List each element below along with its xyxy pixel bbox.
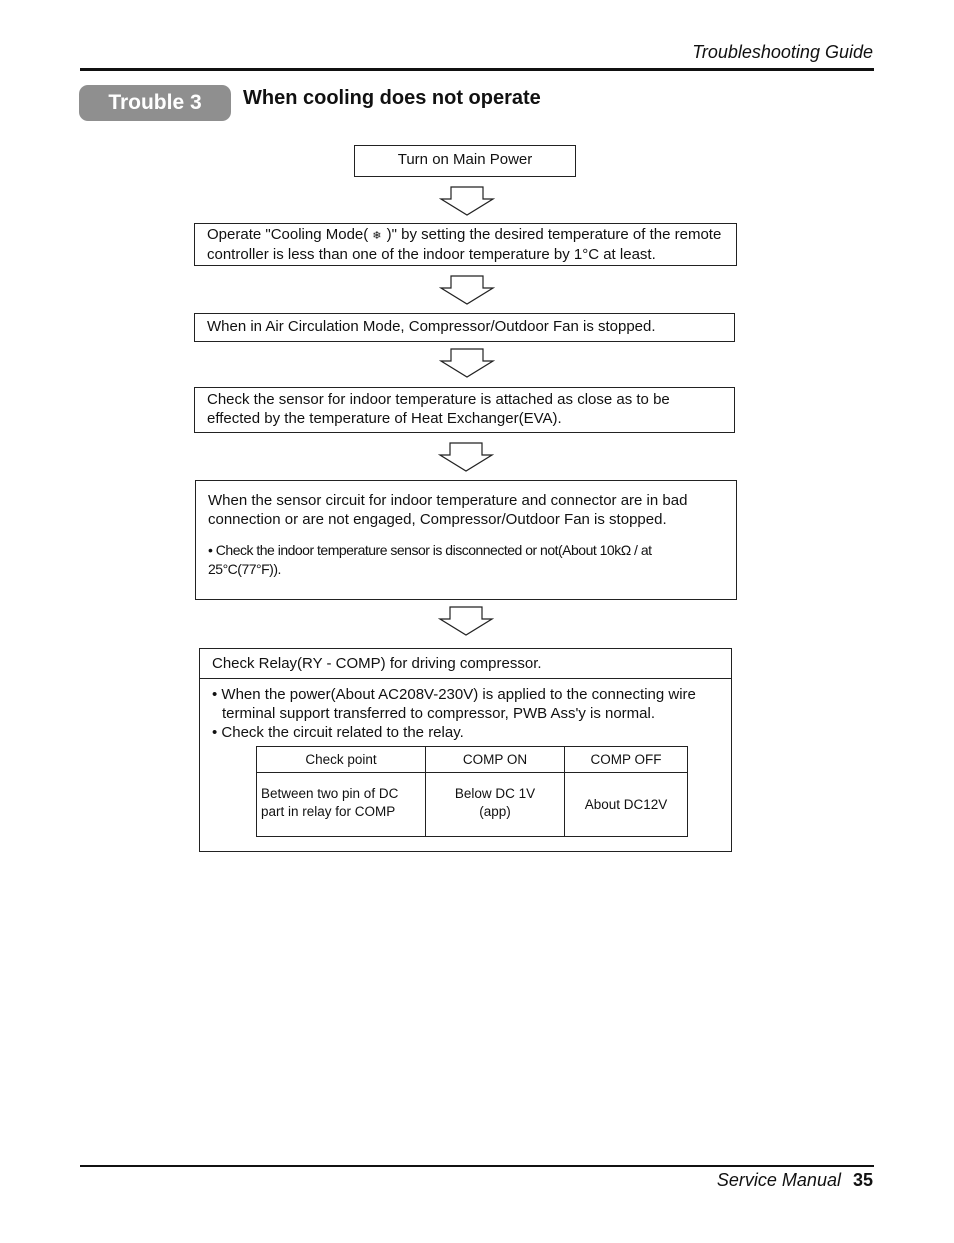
cell-comp-off: About DC12V bbox=[565, 773, 688, 837]
down-arrow-icon bbox=[438, 442, 494, 472]
column-header-comp-off: COMP OFF bbox=[565, 747, 688, 773]
column-header-comp-on: COMP ON bbox=[426, 747, 565, 773]
step-check-relay bbox=[199, 648, 732, 852]
table-row bbox=[257, 773, 688, 837]
step-check-sensor-placement bbox=[194, 387, 735, 433]
sensor-check-note: • Check the indoor temperature sensor is disconnected or not(About 10kΩ / at 25°C(77°F)). bbox=[208, 542, 652, 577]
cell-comp-on bbox=[426, 773, 565, 837]
relay-check-table bbox=[256, 746, 688, 837]
bottom-rule bbox=[80, 1165, 874, 1167]
step-sensor-circuit bbox=[195, 480, 737, 600]
step-air-circulation bbox=[194, 313, 735, 342]
step-text: Turn on Main Power bbox=[397, 150, 533, 168]
comp-on-value: Below DC 1V bbox=[454, 785, 536, 801]
down-arrow-icon bbox=[439, 186, 495, 216]
step-text: Check the sensor for indoor temperature is attached as close as to be effected by the temperature of Heat Exchanger(EVA). bbox=[207, 391, 670, 427]
down-arrow-icon bbox=[438, 606, 494, 636]
down-arrow-icon bbox=[439, 348, 495, 378]
footer-label: Service Manual bbox=[716, 1170, 841, 1190]
relay-bullet-circuit: • Check the circuit related to the relay. bbox=[212, 724, 464, 741]
trouble-badge: Trouble 3 bbox=[79, 85, 231, 121]
comp-on-qualifier: (app) bbox=[479, 803, 511, 819]
cell-check-point: Between two pin of DC part in relay for COMP bbox=[257, 773, 426, 837]
step-text-end: )" by setting the desired temperature of the remote controller is less than one of the indoor temperature by 1°C at least. bbox=[207, 226, 722, 263]
step-text-start: Operate "Cooling Mode( bbox=[207, 226, 369, 243]
top-rule bbox=[80, 68, 874, 71]
step-text: When the sensor circuit for indoor temperature and connector are in bad connection or are not engaged, Compressor/Outdoor Fan is stopped. bbox=[208, 492, 688, 528]
page-footer bbox=[717, 1170, 873, 1191]
running-header: Troubleshooting Guide bbox=[692, 42, 873, 62]
relay-bullet-power: • When the power(About AC208V-230V) is applied to the connecting wire terminal support transferred to compressor, PWB Ass'y is normal. bbox=[212, 686, 696, 722]
column-header-check-point: Check point bbox=[257, 747, 426, 773]
step-operate-cooling-mode bbox=[194, 223, 737, 266]
relay-step-heading: Check Relay(RY - COMP) for driving compressor. bbox=[200, 649, 731, 679]
step-turn-on-power bbox=[354, 145, 576, 177]
snowflake-icon: ❄ bbox=[372, 229, 382, 242]
page-number: 35 bbox=[852, 1170, 873, 1190]
down-arrow-icon bbox=[439, 275, 495, 305]
section-title: When cooling does not operate bbox=[243, 87, 541, 109]
step-text: When in Air Circulation Mode, Compressor/Outdoor Fan is stopped. bbox=[207, 318, 656, 335]
